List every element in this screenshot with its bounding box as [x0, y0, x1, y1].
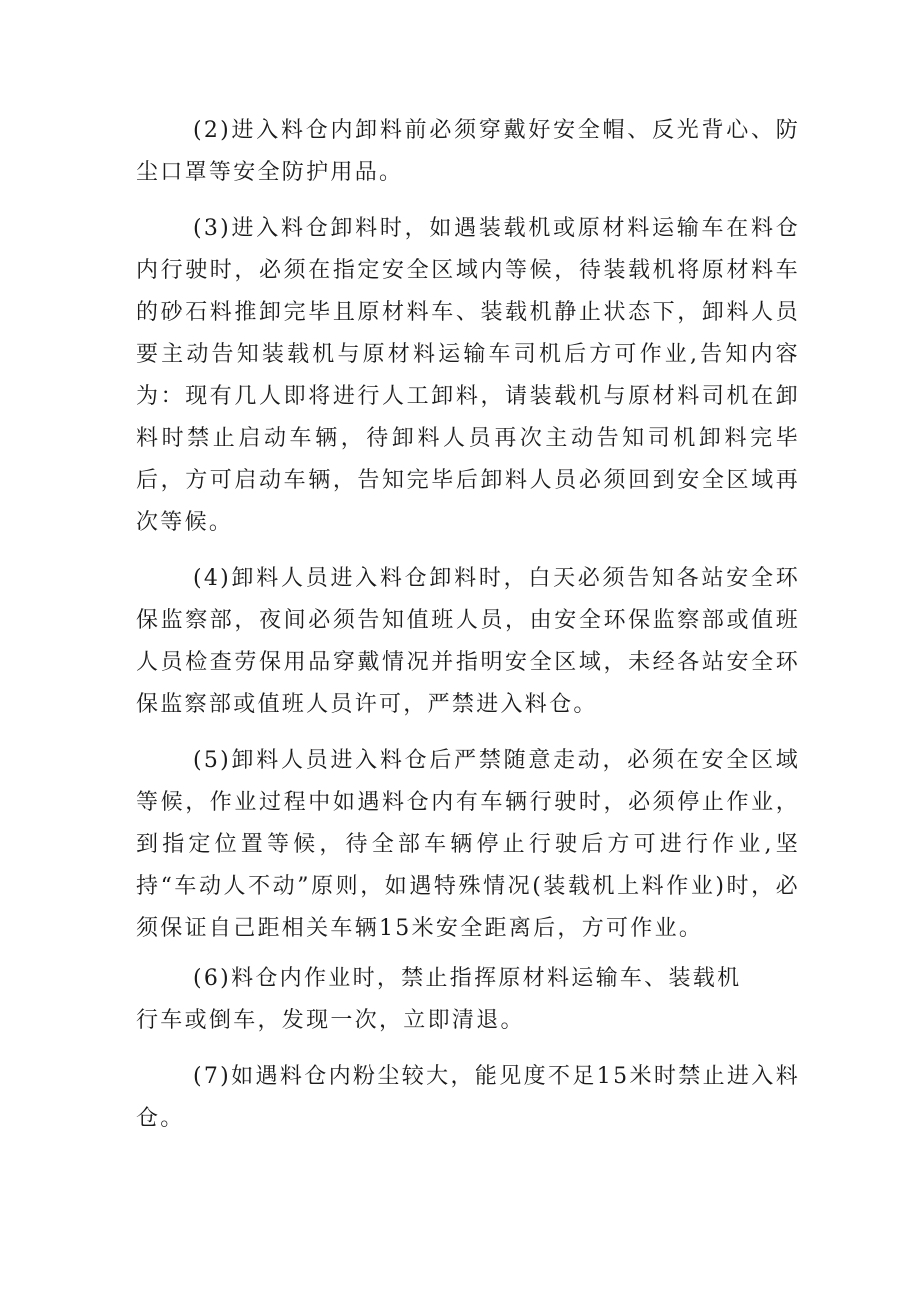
- paragraph-7: (7)如遇料仓内粉尘较大，能见度不足15米时禁止进入料仓。: [136, 1064, 800, 1131]
- paragraph-2: (2)进入料仓内卸料前必须穿戴好安全帽、反光背心、防尘口罩等安全防护用品。: [136, 118, 800, 185]
- document-body: [136, 110, 800, 1140]
- paragraph-6: (6)料仓内作业时，禁止指挥原材料运输车、装载机行车或倒车，发现一次，立即清退。: [136, 966, 742, 1033]
- paragraph-4: (4)卸料人员进入料仓卸料时，白天必须告知各站安全环保监察部，夜间必须告知值班人员，由安全环保监察部或值班人员检查劳保用品穿戴情况并指明安全区域，未经各站安全环保监察部或值班人员许可，严禁进入料仓。: [136, 566, 800, 717]
- paragraph-5: (5)卸料人员进入料仓后严禁随意走动，必须在安全区域等候，作业过程中如遇料仓内有车辆行驶时，必须停止作业，到指定位置等候，待全部车辆停止行驶后方可进行作业,坚持“车动人不动”原则，如遇特殊情况(装载机上料作业)时，必须保证自己距相关车辆15米安全距离后，方可作业。: [136, 748, 800, 941]
- paragraph-3: (3)进入料仓卸料时，如遇装载机或原材料运输车在料仓内行驶时，必须在指定安全区域内等候，待装载机将原材料车的砂石料推卸完毕且原材料车、装载机静止状态下，卸料人员要主动告知装载机与原材料运输车司机后方可作业,告知内容为：现有几人即将进行人工卸料，请装载机与原材料司机在卸料时禁止启动车辆，待卸料人员再次主动告知司机卸料完毕后，方可启动车辆，告知完毕后卸料人员必须回到安全区域再次等候。: [136, 216, 800, 535]
